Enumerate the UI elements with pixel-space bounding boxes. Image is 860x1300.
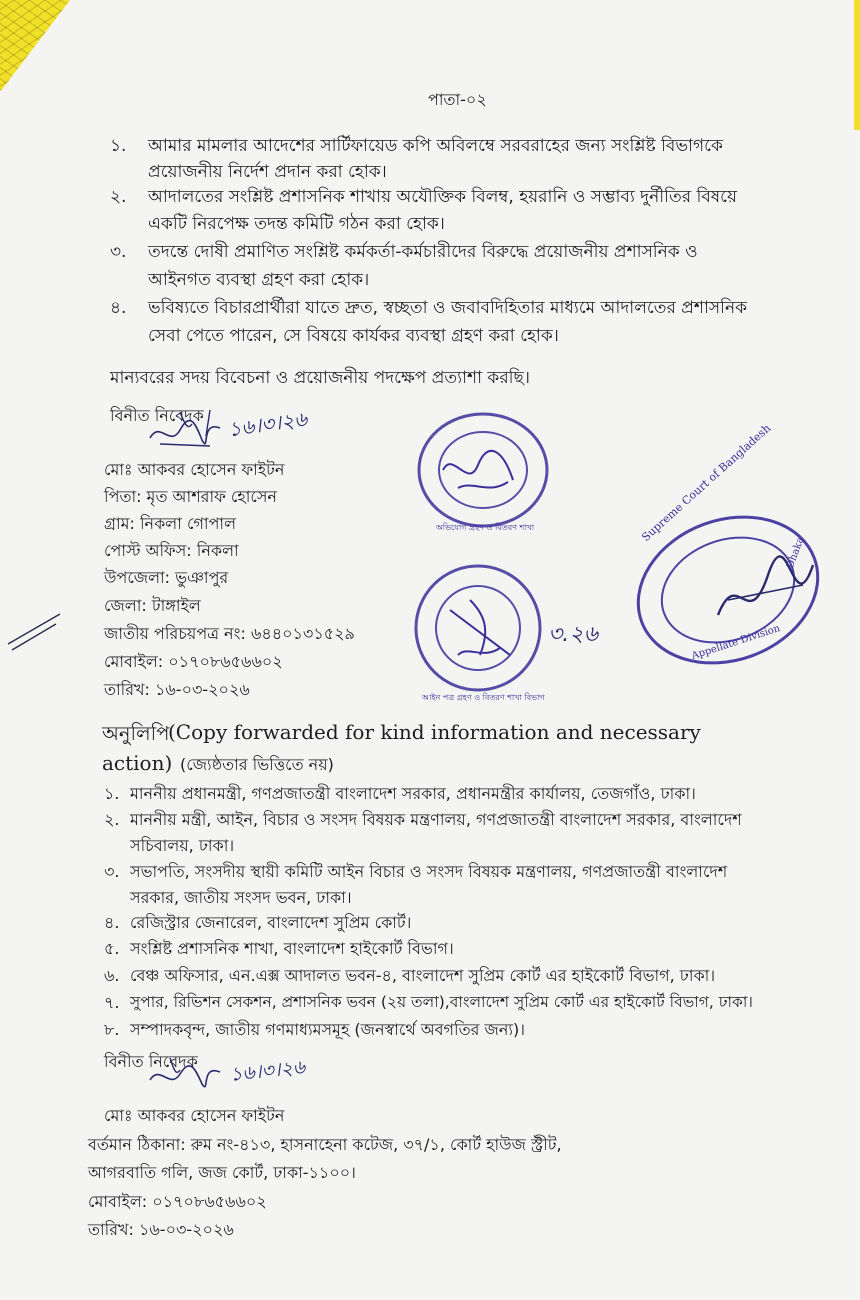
receipt-stamp-label: আইন পত্র গ্রহণ ও বিতরণ শাখা বিভাগ — [422, 693, 545, 702]
recipient-line: বেঞ্চ অফিসার, এন.এক্স আদালত ভবন-৪, বাংলাদেশ সুপ্রিম কোর্ট এর হাইকোর্ট বিভাগ, ঢাকা। — [130, 966, 716, 985]
seal-text-top: Supreme Court of Bangladesh — [639, 421, 774, 544]
recipient-number: ৬. — [104, 966, 120, 985]
demand-line: আমার মামলার আদেশের সার্টিফায়েড কপি অবিলম্বে সরবরাহের জন্য সংশ্লিষ্ট বিভাগকে — [148, 136, 723, 156]
recipient-line: মাননীয় মন্ত্রী, আইন, বিচার ও সংসদ বিষয়ক মন্ত্রণালয়, গণপ্রজাতন্ত্রী বাংলাদেশ সরকার, বাংলাদেশ — [130, 810, 742, 829]
seal-text-bottom: Appellate Division — [690, 623, 782, 663]
sender-district: জেলা: টাঙ্গাইল — [104, 596, 201, 615]
recipient-number: ৭. — [104, 993, 120, 1012]
demand-number: ৪. — [110, 298, 127, 318]
recipient-line: মাননীয় প্রধানমন্ত্রী, গণপ্রজাতন্ত্রী বাংলাদেশ সরকার, প্রধানমন্ত্রীর কার্যালয়, তেজগাঁও, ঢাকা। — [130, 784, 696, 803]
sender-post-office: পোস্ট অফিস: নিকলা — [104, 541, 239, 560]
copy-heading-en: (Copy forwarded for kind information and necessary — [168, 720, 701, 744]
demand-line: প্রয়োজনীয় নির্দেশ প্রদান করা হোক। — [148, 162, 387, 182]
recipient-number: ৪. — [104, 913, 120, 932]
sign-off-2: বিনীত নিবেদক — [104, 1052, 198, 1071]
page-label: পাতা-০২ — [428, 90, 487, 109]
sender-mobile: মোবাইল: ০১৭০৮৬৫৬৬০২ — [104, 652, 283, 671]
sender-upazila: উপজেলা: ভুঞাপুর — [104, 568, 229, 587]
sign-off: বিনীত নিবেদক — [110, 406, 204, 425]
footer-mobile: মোবাইল: ০১৭০৮৬৫৬৬০২ — [88, 1192, 267, 1211]
demand-line: তদন্তে দোষী প্রমাণিত সংশ্লিষ্ট কর্মকর্তা-কর্মচারীদের বিরুদ্ধে প্রয়োজনীয় প্রশাসনিক ও — [148, 242, 698, 262]
receipt-stamp-label: অভিযোগ গ্রহণ ও বিতরণ শাখা — [435, 523, 535, 532]
signature-date: ১৬।৩।২৬ — [226, 406, 309, 442]
receipt-stamp-round-2 — [410, 560, 550, 700]
demand-line: সেবা পেতে পারেন, সে বিষয়ে কার্যকর ব্যবস্থা গ্রহণ করা হোক। — [148, 326, 559, 346]
recipient-line: সম্পাদকবৃন্দ, জাতীয় গণমাধ্যমসমূহ (জনস্বার্থে অবগতির জন্য)। — [130, 1020, 525, 1039]
recipient-number: ৮. — [104, 1020, 120, 1039]
receipt-stamp-round — [413, 410, 553, 530]
demand-number: ১. — [110, 136, 127, 156]
footer-date: তারিখ: ১৬-০৩-২০২৬ — [88, 1220, 234, 1239]
recipient-line: রেজিস্ট্রার জেনারেল, বাংলাদেশ সুপ্রিম কোর্ট। — [130, 913, 412, 932]
pen-mark — [0, 600, 70, 660]
sender-name: মোঃ আকবর হোসেন ফাইটন — [104, 460, 285, 479]
sender-village: গ্রাম: নিকলা গোপাল — [104, 514, 236, 533]
copy-heading-en-2: action) — [102, 751, 173, 775]
recipient-line: সচিবালয়, ঢাকা। — [130, 836, 235, 855]
recipient-line: সংশ্লিষ্ট প্রশাসনিক শাখা, বাংলাদেশ হাইকোর্ট বিভাগ। — [130, 939, 454, 958]
recipient-line: সভাপতি, সংসদীয় স্থায়ী কমিটি আইন বিচার ও সংসদ বিষয়ক মন্ত্রণালয়, গণপ্রজাতন্ত্রী বাংলাদেশ — [130, 862, 728, 881]
copy-heading-bn: অনুলিপি — [102, 722, 170, 745]
recipient-number: ১. — [104, 784, 120, 803]
recipient-line: সরকার, জাতীয় সংসদ ভবন, ঢাকা। — [130, 888, 352, 907]
recipient-number: ৩. — [104, 862, 120, 881]
recipient-number: ৫. — [104, 939, 120, 958]
demand-line: ভবিষ্যতে বিচারপ্রার্থীরা যাতে দ্রুত, স্বচ্ছতা ও জবাবদিহিতার মাধ্যমে আদালতের প্রশাসনিক — [148, 298, 748, 318]
seal-text-city: Dhaka — [785, 535, 807, 570]
demand-line: আইনগত ব্যবস্থা গ্রহণ করা হোক। — [148, 270, 370, 290]
recipient-number: ২. — [104, 810, 120, 829]
footer-address-2: আগরবাতি গলি, জজ কোর্ট, ঢাকা-১১০০। — [88, 1163, 356, 1182]
stamp-note: ৩.২৬ — [548, 622, 598, 647]
sender-date: তারিখ: ১৬-০৩-২০২৬ — [104, 680, 250, 699]
sender-nid: জাতীয় পরিচয়পত্র নং: ৬৪৪০১৩১৫২৯ — [104, 624, 355, 643]
demand-line: আদালতের সংশ্লিষ্ট প্রশাসনিক শাখায় অযৌক্তিক বিলম্ব, হয়রানি ও সম্ভাব্য দুর্নীতির বিষয়ে — [148, 187, 738, 207]
sender-father: পিতা: মৃত আশরাফ হোসেন — [104, 487, 277, 506]
recipient-line: সুপার, রিভিশন সেকশন, প্রশাসনিক ভবন (২য় তলা),বাংলাদেশ সুপ্রিম কোর্ট এর হাইকোর্ট বিভাগ, ঢাকা। — [130, 993, 753, 1011]
footer-name: মোঃ আকবর হোসেন ফাইটন — [104, 1106, 285, 1125]
copy-heading-note: (জ্যেষ্ঠতার ভিত্তিতে নয়) — [180, 755, 334, 774]
footer-address-1: বর্তমান ঠিকানা: রুম নং-৪১৩, হাসনাহেনা কটেজ, ৩৭/১, কোর্ট হাউজ স্ট্রীট, — [88, 1135, 562, 1154]
demand-number: ৩. — [110, 242, 127, 262]
demand-line: একটি নিরপেক্ষ তদন্ত কমিটি গঠন করা হোক। — [148, 214, 445, 234]
demand-number: ২. — [110, 187, 127, 207]
closing-statement: মান্যবরের সদয় বিবেচনা ও প্রয়োজনীয় পদক্ষেপ প্রত্যাশা করছি। — [110, 368, 530, 388]
signature-date: ১৬।৩।২৬ — [229, 1056, 307, 1086]
background-strip — [854, 0, 860, 130]
